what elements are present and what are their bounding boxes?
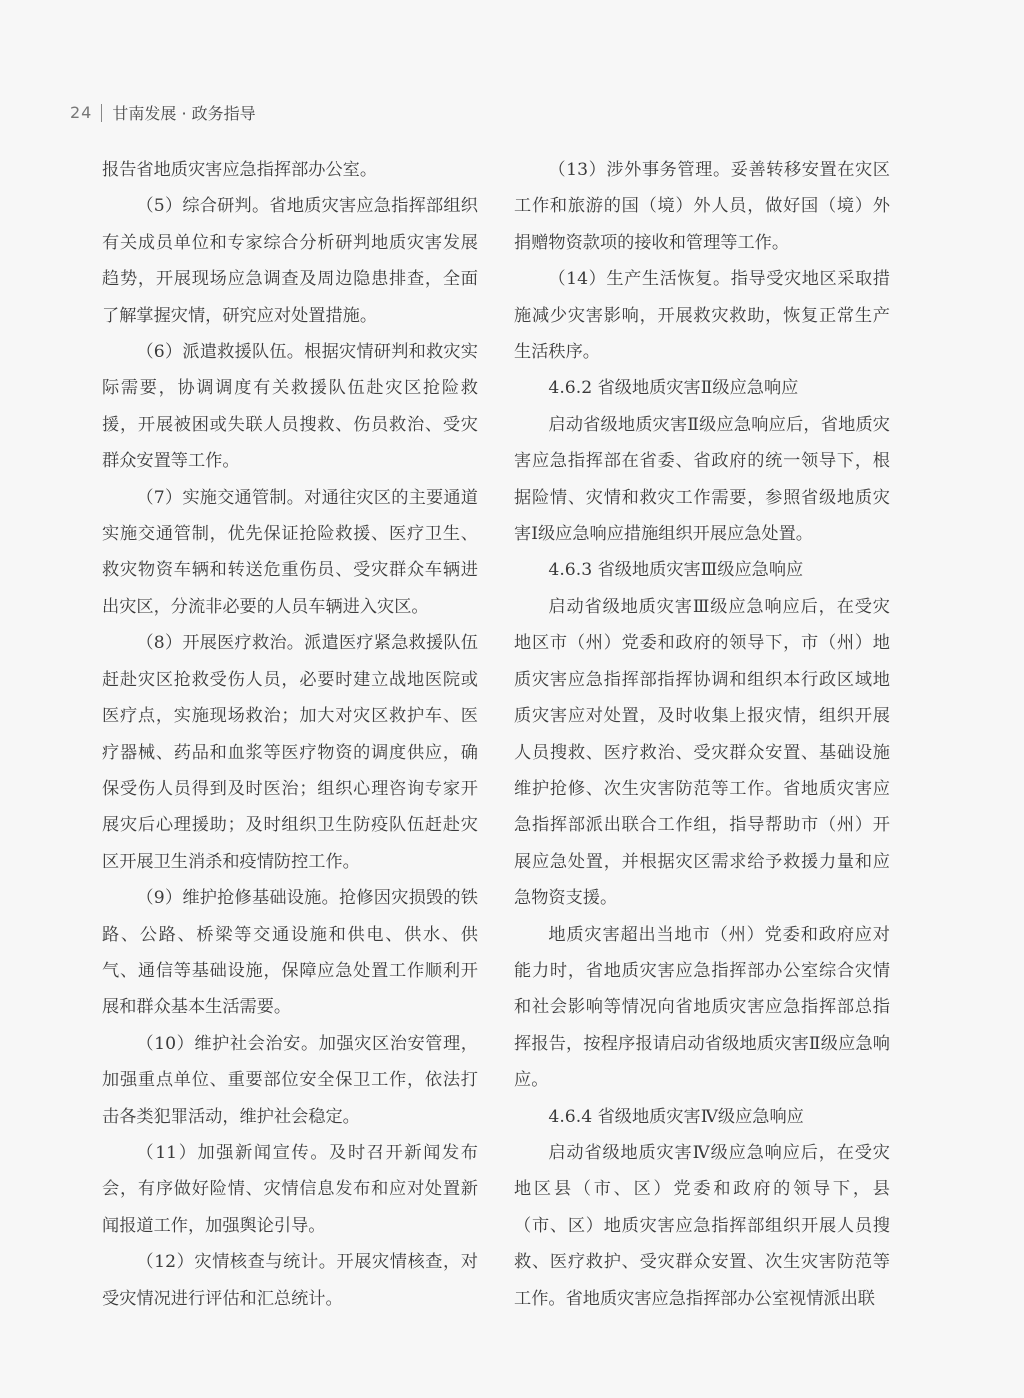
section-heading: 4.6.2 省级地质灾害Ⅱ级应急响应 [548, 378, 799, 399]
paragraph: （7）实施交通管制。对通往灾区的主要通道实施交通管制，优先保证抢险救援、医疗卫生、救灾物资车辆和转送危重伤员、受灾群众车辆进出灾区，分流非必要的人员车辆进入灾区。 [102, 487, 478, 617]
section-heading: 4.6.3 省级地质灾害Ⅲ级应急响应 [548, 560, 804, 581]
page-header [70, 101, 256, 124]
paragraph: （14）生产生活恢复。指导受灾地区采取措施减少灾害影响，开展救灾救助，恢复正常生产生活秩序。 [514, 269, 890, 363]
paragraph: （12）灾情核查与统计。开展灾情核查，对受灾情况进行评估和汇总统计。 [102, 1252, 478, 1309]
paragraph: （11）加强新闻宣传。及时召开新闻发布会，有序做好险情、灾情信息发布和应对处置新闻报道工作，加强舆论引导。 [102, 1142, 478, 1236]
paragraph: 启动省级地质灾害Ⅲ级应急响应后，在受灾地区市（州）党委和政府的领导下，市（州）地质灾害应急指挥部指挥协调和组织本行政区域地质灾害应对处置，及时收集上报灾情，组织开展人员搜救、医疗救治、受灾群众安置、基础设施维护抢修、次生灾害防范等工作。省地质灾害应急指挥部派出联合工作组，指导帮助市（州）开展应急处置，并根据灾区需求给予救援力量和应急物资支援。 [514, 596, 890, 909]
paragraph: （8）开展医疗救治。派遣医疗紧急救援队伍赶赴灾区抢救受伤人员，必要时建立战地医院或医疗点，实施现场救治；加大对灾区救护车、医疗器械、药品和血浆等医疗物资的调度供应，确保受伤人员得到及时医治；组织心理咨询专家开展灾后心理援助；及时组织卫生防疫队伍赶赴灾区开展卫生消杀和疫情防控工作。 [102, 633, 478, 872]
right-column [514, 152, 890, 1317]
page-number: 24 [70, 103, 93, 122]
publication-title: 甘南发展 · 政务指导 [112, 104, 256, 123]
paragraph: （10）维护社会治安。加强灾区治安管理，加强重点单位、重要部位安全保卫工作，依法打击各类犯罪活动，维护社会稳定。 [102, 1033, 478, 1127]
header-divider [101, 104, 102, 122]
paragraph: （9）维护抢修基础设施。抢修因灾损毁的铁路、公路、桥梁等交通设施和供电、供水、供气、通信等基础设施，保障应急处置工作顺利开展和群众基本生活需要。 [102, 888, 478, 1018]
paragraph: 地质灾害超出当地市（州）党委和政府应对能力时，省地质灾害应急指挥部办公室综合灾情和社会影响等情况向省地质灾害应急指挥部总指挥报告，按程序报请启动省级地质灾害Ⅱ级应急响应。 [514, 924, 890, 1091]
section-heading: 4.6.4 省级地质灾害Ⅳ级应急响应 [548, 1106, 804, 1127]
left-column [102, 152, 478, 1317]
paragraph: 启动省级地质灾害Ⅱ级应急响应后，省地质灾害应急指挥部在省委、省政府的统一领导下，根据险情、灾情和救灾工作需要，参照省级地质灾害Ⅰ级应急响应措施组织开展应急处置。 [514, 414, 890, 545]
paragraph: 报告省地质灾害应急指挥部办公室。 [102, 160, 378, 180]
paragraph: （6）派遣救援队伍。根据灾情研判和救灾实际需要，协调调度有关救援队伍赴灾区抢险救援，开展被困或失联人员搜救、伤员救治、受灾群众安置等工作。 [102, 342, 478, 472]
paragraph: 启动省级地质灾害Ⅳ级应急响应后，在受灾地区县（市、区）党委和政府的领导下，县（市、区）地质灾害应急指挥部组织开展人员搜救、医疗救护、受灾群众安置、次生灾害防范等工作。省地质灾害应急指挥部办公室视情派出联 [514, 1142, 890, 1309]
paragraph: （5）综合研判。省地质灾害应急指挥部组织有关成员单位和专家综合分析研判地质灾害发展趋势，开展现场应急调查及周边隐患排查，全面了解掌握灾情，研究应对处置措施。 [102, 196, 478, 326]
paragraph: （13）涉外事务管理。妥善转移安置在灾区工作和旅游的国（境）外人员，做好国（境）外捐赠物资款项的接收和管理等工作。 [514, 160, 890, 253]
